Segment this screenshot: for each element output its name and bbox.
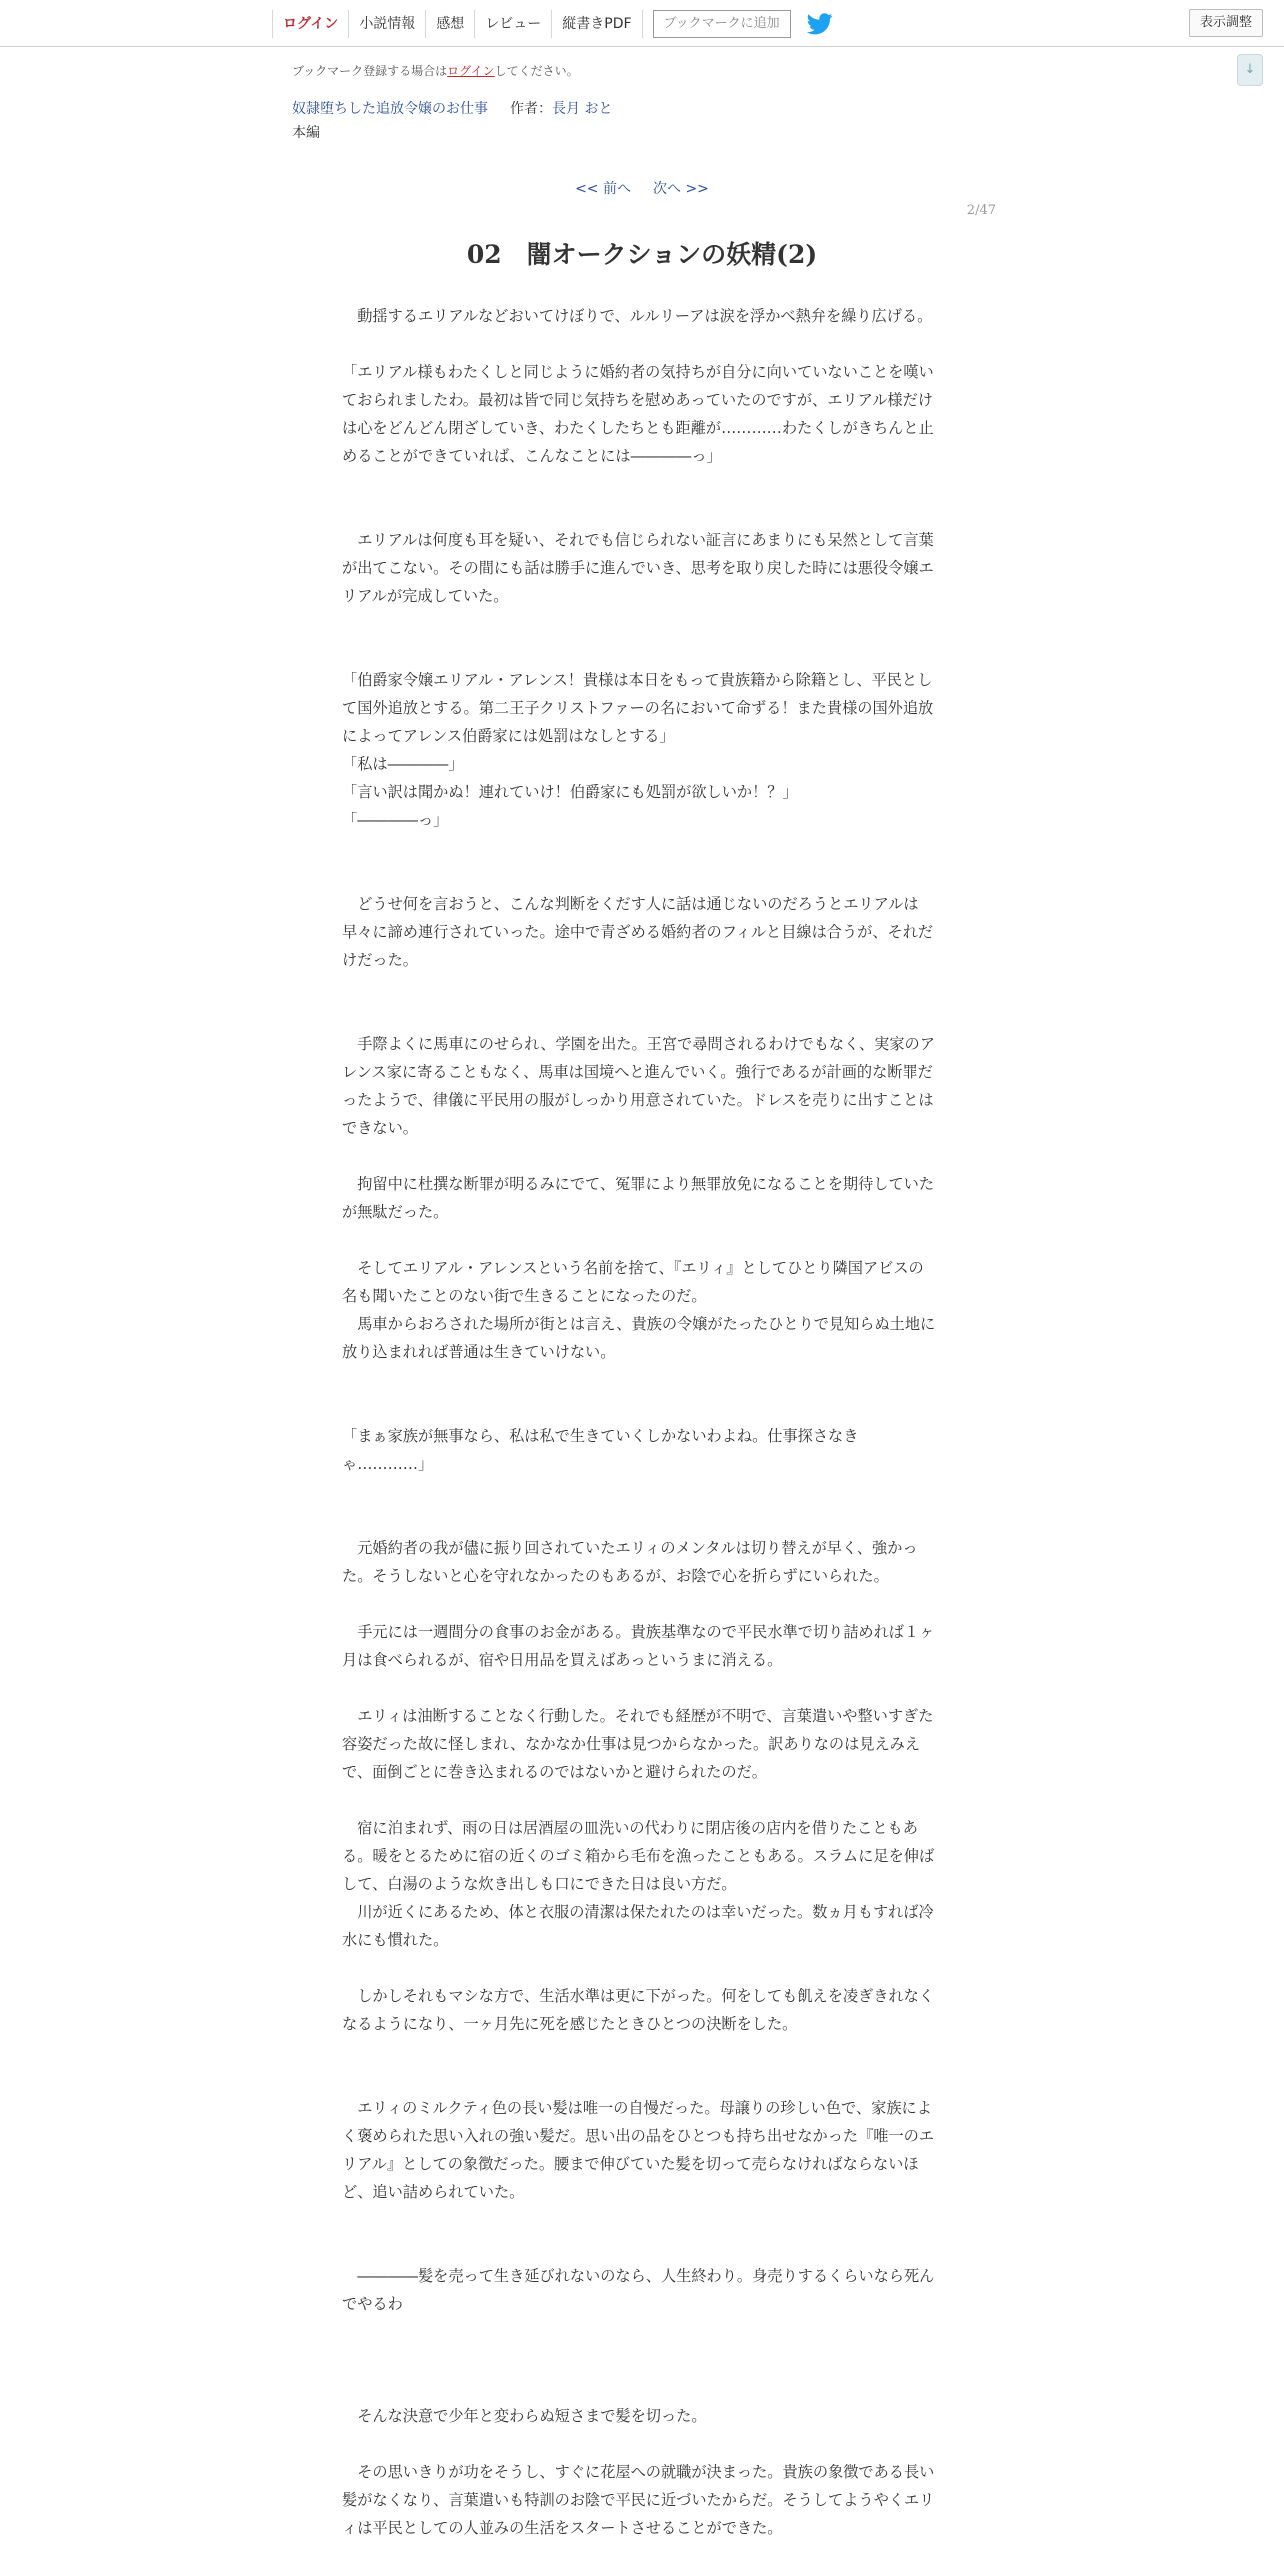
blank-line: [342, 1366, 938, 1394]
blank-line: [342, 2430, 938, 2458]
body-paragraph: 手元には一週間分の食事のお金がある。貴族基準なので平民水準で切り詰めれば１ヶ月は食べられるが、宿や日用品を買えばあっというまに消える。: [342, 1623, 935, 1669]
body-paragraph: 「――――っ」: [342, 811, 449, 829]
blank-line: [342, 1674, 938, 1702]
work-info: [292, 98, 612, 118]
novel-body: [342, 302, 938, 2542]
body-paragraph: 元婚約者の我が儘に振り回されていたエリィのメンタルは切り替えが早く、強かった。そうしないと心を守れなかったのもあるが、お陰で心を折らずにいられた。: [342, 1539, 918, 1585]
body-paragraph: そしてエリアル・アレンスという名前を捨て、『エリィ』としてひとり隣国アビスの名も聞いたことのない街で生きることになったのだ。: [342, 1259, 924, 1305]
work-title-link[interactable]: 奴隷堕ちした追放令嬢のお仕事: [292, 101, 488, 117]
body-paragraph: そんな決意で少年と変わらぬ短さまで髪を切った。: [342, 2407, 707, 2425]
body-paragraph: 馬車からおろされた場所が街とは言え、貴族の令嬢がたったひとりで見知らぬ土地に放り込まれれば普通は生きていけない。: [342, 1315, 936, 1361]
vertical-pdf-link[interactable]: 縦書きPDF: [551, 10, 642, 38]
body-paragraph: エリィのミルクティ色の長い髪は唯一の自慢だった。母譲りの珍しい色で、家族によく褒められた思い入れの強い髪だ。思い出の品をひとつも持ち出せなかった『唯一のエリアル』としての象徴だった。腰まで伸びていた髪を切って売らなければならないほど、追い詰められていた。: [342, 2099, 935, 2201]
body-paragraph: 「エリアル様もわたくしと同じように婚約者の気持ちが自分に向いていないことを嘆いておられましたわ。最初は皆で同じ気持ちを慰めあっていたのですが、エリアル様だけは心をどんどん閉ざしていき、わたくしたちとも距離が…………わたくしがきちんと止めることができていれば、こんなことには――――っ」: [342, 363, 934, 465]
review-link[interactable]: レビュー: [474, 10, 551, 38]
notice-text-after: してください。: [494, 64, 579, 78]
blank-line: [342, 1394, 938, 1422]
login-link[interactable]: ログイン: [272, 10, 348, 38]
blank-line: [342, 638, 938, 666]
body-paragraph: 「私は――――」: [342, 755, 464, 773]
top-navigation-bar: [0, 0, 1284, 47]
blank-line: [342, 1226, 938, 1254]
blank-line: [342, 330, 938, 358]
add-bookmark-button[interactable]: ブックマークに追加: [653, 10, 791, 38]
display-settings-button[interactable]: 表示調整: [1189, 9, 1263, 37]
login-notice: [292, 62, 579, 79]
blank-line: [342, 974, 938, 1002]
chapter-title: 02 闇オークションの妖精(2): [466, 240, 818, 269]
body-paragraph: 動揺するエリアルなどおいてけぼりで、ルルリーアは涙を浮かべ熱弁を繰り広げる。: [342, 307, 933, 325]
body-paragraph: ――――髪を売って生き延びれないのなら、人生終わり。身売りするくらいなら死んでやるわ: [342, 2267, 935, 2313]
blank-line: [342, 1142, 938, 1170]
blank-line: [342, 2234, 938, 2262]
blank-line: [342, 1002, 938, 1030]
blank-line: [342, 1786, 938, 1814]
arrow-down-icon[interactable]: ↓: [1237, 54, 1263, 86]
blank-line: [342, 862, 938, 890]
author-label: 作者：: [510, 101, 552, 117]
body-paragraph: 手際よくに馬車にのせられ、学園を出た。王宮で尋問されるわけでもなく、実家のアレンス家に寄ることもなく、馬車は国境へと進んでいく。強行であるが計画的な断罪だったようで、律儀に平民用の服がしっかり用意されていた。ドレスを売りに出すことはできない。: [342, 1035, 935, 1137]
notice-login-link[interactable]: ログイン: [447, 64, 495, 78]
body-paragraph: 宿に泊まれず、雨の日は居酒屋の皿洗いの代わりに閉店後の店内を借りたこともある。暖をとるために宿の近くのゴミ箱から毛布を漁ったこともある。スラムに足を伸ばして、白湯のような炊き出しも口にできた日は良い方だ。: [342, 1819, 935, 1893]
chapter-group-label: 本編: [292, 125, 320, 141]
body-paragraph: エリィは油断することなく行動した。それでも経歴が不明で、言葉遣いや整いすぎた容姿だった故に怪しまれ、なかなか仕事は見つからなかった。訳ありなのは見えみえで、面倒ごとに巻き込まれるのではないかと避けられたのだ。: [342, 1707, 934, 1781]
impressions-link[interactable]: 感想: [425, 10, 474, 38]
notice-text-before: ブックマーク登録する場合は: [292, 64, 448, 78]
blank-line: [342, 470, 938, 498]
blank-line: [342, 2374, 938, 2402]
global-nav: [272, 9, 833, 39]
blank-line: [342, 2206, 938, 2234]
blank-line: [342, 1954, 938, 1982]
blank-line: [342, 1506, 938, 1534]
blank-line: [342, 2038, 938, 2066]
blank-line: [342, 2066, 938, 2094]
body-paragraph: 「まぁ家族が無事なら、私は私で生きていくしかないわよね。仕事探さなきゃ…………」: [342, 1427, 859, 1473]
episode-count: 2/47: [966, 203, 996, 218]
blank-line: [342, 834, 938, 862]
twitter-bird-icon[interactable]: [807, 13, 833, 35]
blank-line: [342, 610, 938, 638]
blank-line: [342, 2318, 938, 2346]
body-paragraph: どうせ何を言おうと、こんな判断をくだす人に話は通じないのだろうとエリアルは早々に諦め連行されていった。途中で青ざめる婚約者のフィルと目線は合うが、それだけだった。: [342, 895, 934, 969]
episode-pager: [0, 178, 1284, 198]
body-paragraph: 拘留中に杜撰な断罪が明るみにでて、冤罪により無罪放免になることを期待していたが無駄だった。: [342, 1175, 935, 1221]
prev-episode-link[interactable]: << 前へ: [575, 181, 631, 197]
body-paragraph: 川が近くにあるため、体と衣服の清潔は保たれたのは幸いだった。数ヵ月もすれば冷水にも慣れた。: [342, 1903, 934, 1949]
blank-line: [342, 2346, 938, 2374]
body-paragraph: 「伯爵家令嬢エリアル・アレンス！貴様は本日をもって貴族籍から除籍とし、平民として国外追放とする。第二王子クリストファーの名において命ずる！また貴様の国外追放によってアレンス伯爵家には処罰はなしとする」: [342, 671, 934, 745]
novel-info-link[interactable]: 小説情報: [348, 10, 425, 38]
body-paragraph: その思いきりが功をそうし、すぐに花屋への就職が決まった。貴族の象徴である長い髪がなくなり、言葉遣いも特訓のお陰で平民に近づいたからだ。そうしてようやくエリィは平民としての人並みの生活をスタートさせることができた。: [342, 2463, 935, 2537]
body-paragraph: しかしそれもマシな方で、生活水準は更に下がった。何をしても飢えを凌ぎきれなくなるようになり、一ヶ月先に死を感じたときひとつの決断をした。: [342, 1987, 935, 2033]
next-episode-link[interactable]: 次へ >>: [653, 181, 709, 197]
blank-line: [342, 1590, 938, 1618]
author-link[interactable]: 長月 おと: [552, 101, 613, 117]
body-paragraph: エリアルは何度も耳を疑い、それでも信じられない証言にあまりにも呆然として言葉が出てこない。その間にも話は勝手に進んでいき、思考を取り戻した時には悪役令嬢エリアルが完成していた。: [342, 531, 934, 605]
blank-line: [342, 1478, 938, 1506]
blank-line: [342, 498, 938, 526]
body-paragraph: 「言い訳は聞かぬ！連れていけ！伯爵家にも処罰が欲しいか！？」: [342, 783, 798, 801]
